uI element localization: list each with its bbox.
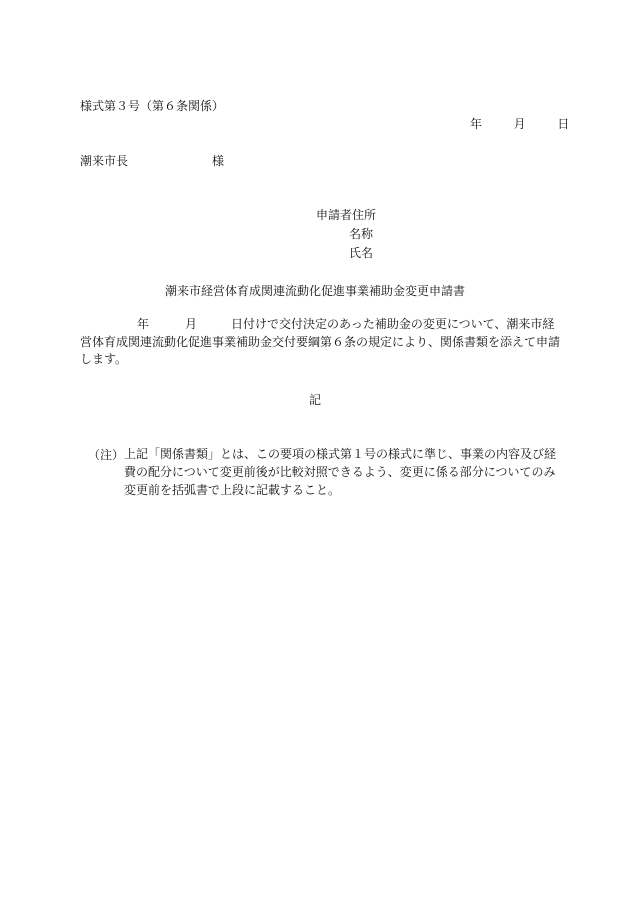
form-number: 様式第３号（第６条関係） — [80, 99, 225, 113]
applicant-block — [316, 206, 376, 263]
note-label: （注） — [88, 448, 125, 462]
addressee — [80, 152, 224, 169]
ki-heading: 記 — [308, 393, 321, 407]
note-line-1: 上記「関係書類」とは、この要項の様式第１号の様式に準じ、事業の内容及び経 — [124, 447, 557, 461]
applicant-address-label: 申請者住所 — [316, 208, 377, 222]
addressee-honorific: 様 — [212, 154, 225, 168]
body-text — [80, 316, 560, 369]
body-line-3: します。 — [80, 352, 128, 366]
note-line-3: 変更前を括弧書で上段に記載すること。 — [124, 482, 341, 497]
date-month: 月 — [513, 117, 526, 131]
applicant-name-label: 名称 — [349, 227, 374, 241]
date-day: 日 — [557, 117, 570, 131]
note-text — [124, 446, 556, 499]
body-month: 月 — [185, 317, 198, 331]
date-year: 年 — [470, 117, 483, 131]
date-line — [470, 115, 569, 132]
body-line-1-rest: 日付けで交付決定のあった補助金の変更について、潮来市経 — [231, 317, 555, 331]
addressee-name: 潮来市長 — [80, 154, 129, 168]
body-line-1 — [80, 316, 560, 334]
document-title: 潮来市経営体育成関連流動化促進事業補助金変更申請書 — [164, 284, 465, 298]
body-line-2: 営体育成関連流動化促進事業補助金交付要綱第６条の規定により、関係書類を添えて申請 — [80, 334, 561, 349]
applicant-person-label: 氏名 — [349, 246, 374, 260]
note-line-2: 費の配分について変更前後が比較対照できるよう、変更に係る部分についてのみ — [124, 464, 556, 479]
body-year: 年 — [137, 317, 150, 331]
